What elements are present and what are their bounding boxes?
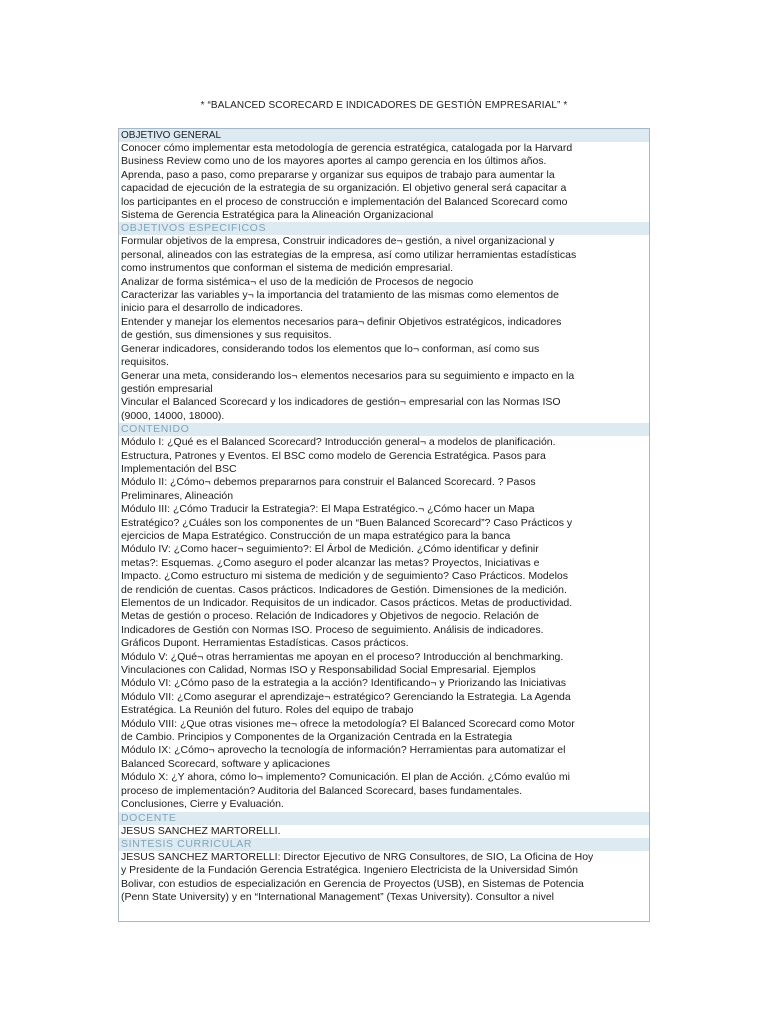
text-line: de rendición de cuentas. Casos prácticos. Indicadores de Gestión. Dimensiones de la medición. (121, 583, 567, 596)
text-line: JESUS SANCHEZ MARTORELLI: Director Ejecutivo de NRG Consultores, de SIO, La Oficina de Hoy (121, 850, 594, 863)
text-line: (9000, 14000, 18000). (121, 409, 225, 422)
objetivos-especificos-heading: OBJETIVOS ESPECIFICOS (119, 222, 649, 235)
text-line: Implementación del BSC (121, 462, 237, 475)
text-line: ejercicios de Mapa Estratégico. Construcción de un mapa estratégico para la banca (121, 529, 511, 542)
text-line: Bolivar, con estudios de especialización en Gerencia de Proyectos (USB), en Sistemas de Potencia (121, 877, 584, 890)
text-line: Conclusiones, Cierre y Evaluación. (121, 798, 284, 811)
text-line: Gráficos Dupont. Herramientas Estadísticas. Casos prácticos. (121, 637, 409, 650)
text-line: de Cambio. Principios y Componentes de la Organización Centrada en la Estrategia (121, 731, 513, 744)
text-line: Módulo II: ¿Cómo¬ debemos prepararnos para construir el Balanced Scorecard. ? Pasos (121, 476, 536, 489)
text-line: Estructura, Patrones y Eventos. El BSC como modelo de Gerencia Estratégica. Pasos para (121, 449, 546, 462)
objetivo-general-body (119, 142, 649, 222)
text-line: gestión empresarial (121, 382, 213, 395)
text-line: Balanced Scorecard, software y aplicaciones (121, 757, 330, 770)
objetivos-especificos-body (119, 235, 649, 423)
text-line: de gestión, sus dimensiones y sus requisitos. (121, 329, 332, 342)
content-table (118, 128, 650, 922)
text-line: Generar una meta, considerando los¬ elementos necesarios para su seguimiento e impacto en la (121, 369, 575, 382)
text-line: Módulo IV: ¿Como hacer¬ seguimiento?: El Árbol de Medición. ¿Cómo identificar y definir (121, 543, 539, 556)
text-line: Módulo VIII: ¿Que otras visiones me¬ ofrece la metodología? El Balanced Scorecard como Motor (121, 717, 575, 730)
text-line: Generar indicadores, considerando todos los elementos que lo¬ conforman, así como sus (121, 342, 540, 355)
text-line: metas?: Esquemas. ¿Como aseguro el poder alcanzar las metas? Proyectos, Iniciativas e (121, 556, 540, 569)
text-line: Módulo IX: ¿Cómo¬ aprovecho la tecnología de información? Herramientas para automatizar el (121, 744, 566, 757)
contenido-heading: CONTENIDO (119, 423, 649, 436)
sintesis-curricular-body (119, 851, 649, 905)
text-line: JESUS SANCHEZ MARTORELLI. (121, 824, 281, 837)
text-line: Módulo VI: ¿Cómo paso de la estrategia a la acción? Identificando¬ y Priorizando las Iniciativas (121, 677, 567, 690)
text-line: Impacto. ¿Como estructuro mi sistema de medición y de seguimiento? Caso Prácticos. Modelos (121, 570, 569, 583)
text-line: Metas de gestión o proceso. Relación de Indicadores y Objetivos de negocio. Relación de (121, 610, 539, 623)
text-line: Vinculaciones con Calidad, Normas ISO y Responsabilidad Social Empresarial. Ejemplos (121, 664, 536, 677)
text-line: personal, alineados con las estrategias de la empresa, así como utilizar herramientas estadísticas (121, 248, 577, 261)
text-line: Aprenda, paso a paso, como prepararse y organizar sus equipos de trabajo para aumentar la (121, 168, 555, 181)
document-title: * “BALANCED SCORECARD E INDICADORES DE GESTIÓN EMPRESARIAL” * (200, 100, 568, 111)
text-line: inicio para el desarrollo de indicadores. (121, 302, 304, 315)
text-line: Módulo V: ¿Qué¬ otras herramientas me apoyan en el proceso? Introducción al benchmarking. (121, 650, 564, 663)
text-line: Módulo I: ¿Qué es el Balanced Scorecard? Introducción general¬ a modelos de planificación. (121, 436, 556, 449)
text-line: Formular objetivos de la empresa, Construir indicadores de¬ gestión, a nivel organizacional y (121, 235, 555, 248)
text-line: capacidad de ejecución de la estrategia de su organización. El objetivo general será capacitar a (121, 182, 567, 195)
text-line: Caracterizar las variables y¬ la importancia del tratamiento de las mismas como elementos de (121, 289, 559, 302)
text-line: Elementos de un Indicador. Requisitos de un indicador. Casos prácticos. Metas de productividad. (121, 597, 573, 609)
sintesis-curricular-heading: SINTESIS CURRICULAR (119, 838, 649, 851)
text-line: Módulo X: ¿Y ahora, cómo lo¬ implemento? Comunicación. El plan de Acción. ¿Cómo evalúo mi (121, 771, 570, 784)
contenido-body (119, 436, 649, 811)
text-line: Estratégica. La Reunión del futuro. Roles del equipo de trabajo (121, 704, 414, 717)
objetivo-general-heading: OBJETIVO GENERAL (119, 129, 649, 142)
docente-heading: DOCENTE (119, 812, 649, 825)
text-line: Sistema de Gerencia Estratégica para la Alineación Organizacional (121, 209, 434, 222)
text-line: Estratégico? ¿Cuáles son los componentes de un “Buen Balanced Scorecard”? Caso Prácticos y (121, 516, 573, 529)
text-line: Módulo III: ¿Cómo Traducir la Estrategia?: El Mapa Estratégico.¬ ¿Cómo hacer un Mapa (121, 503, 535, 516)
text-line: los participantes en el proceso de construcción e implementación del Balanced Scorecard como (121, 195, 568, 208)
text-line: Módulo VII: ¿Como asegurar el aprendizaje¬ estratégico? Gerenciando la Estrategia. La Agenda (121, 690, 571, 703)
text-line: Indicadores de Gestión con Normas ISO. Proceso de seguimiento. Análisis de indicadores. (121, 623, 544, 636)
text-line: Conocer cómo implementar esta metodología de gerencia estratégica, catalogada por la Harvard (121, 142, 573, 154)
text-line: Analizar de forma sistémica¬ el uso de la medición de Procesos de negocio (121, 275, 474, 288)
text-line: Entender y manejar los elementos necesarios para¬ definir Objetivos estratégicos, indicadores (121, 315, 562, 328)
text-line: Business Review como uno de los mayores aportes al campo gerencia en los últimos años. (121, 155, 547, 168)
text-line: proceso de implementación? Auditoria del Balanced Scorecard, bases fundamentales. (121, 784, 522, 797)
docente-body (119, 825, 649, 838)
text-line: (Penn State University) y en “International Management” (Texas University). Consultor a nivel (121, 891, 555, 904)
text-line: como instrumentos que conforman el sistema de medición empresarial. (121, 262, 454, 275)
text-line: y Presidente de la Fundación Gerencia Estratégica. Ingeniero Electricista de la Universidad Simón (121, 864, 578, 877)
text-line: requisitos. (121, 356, 169, 369)
text-line: Preliminares, Alineación (121, 489, 234, 502)
text-line: Vincular el Balanced Scorecard y los indicadores de gestión¬ empresarial con las Normas ISO (121, 396, 561, 409)
